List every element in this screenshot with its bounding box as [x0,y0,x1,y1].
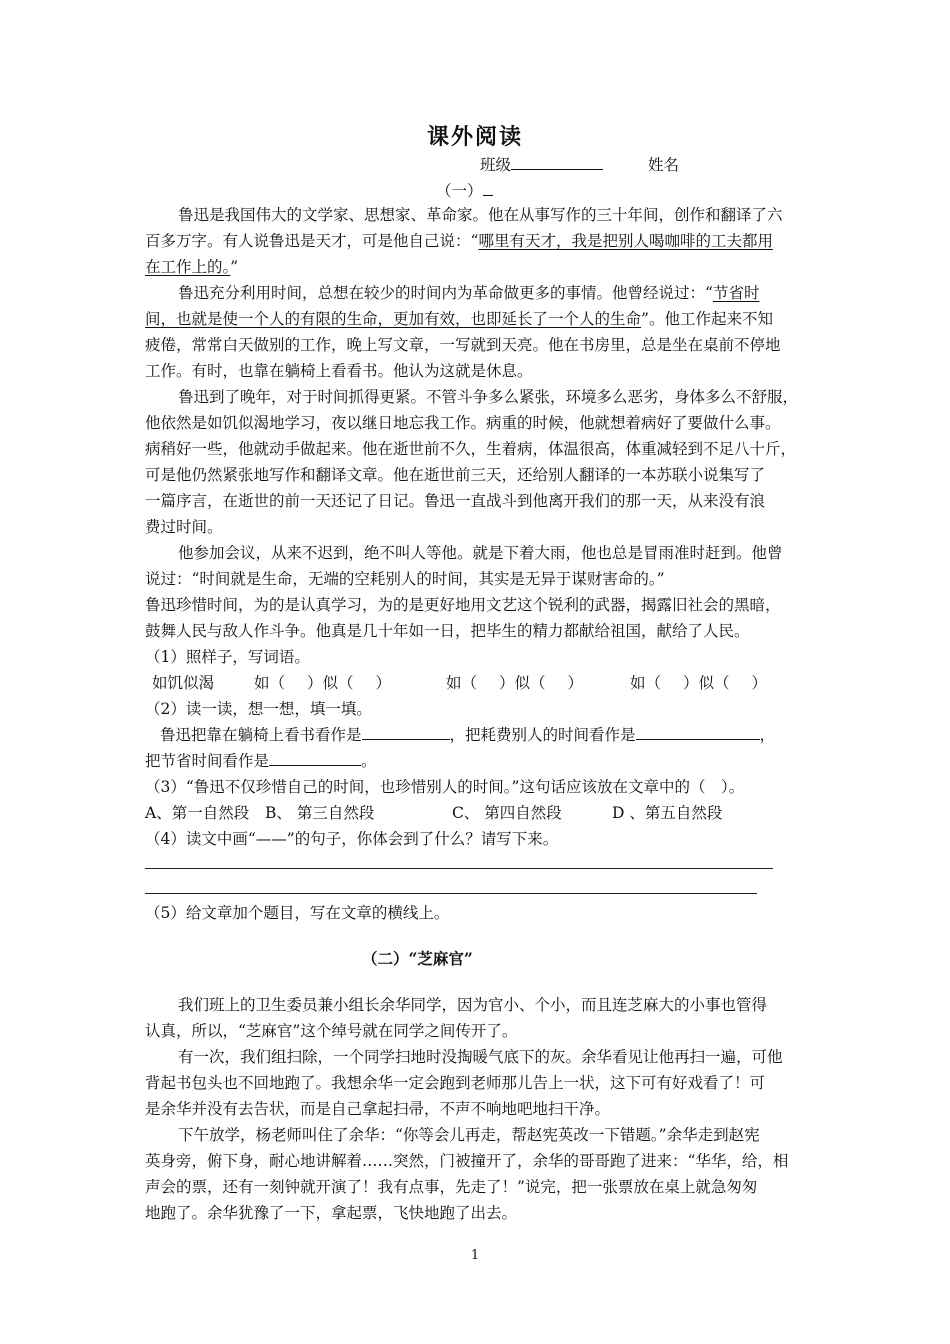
question-1-group-3[interactable]: 如（ ）似（ ） [630,674,768,692]
question-2-line1: 鲁迅把靠在躺椅上看书看作是 ，把耗费别人的时间看作是 ， [160,722,775,748]
question-2-prompt: （2）读一读，想一想，填一填。 [145,700,372,718]
s1-p3-line5: 一篇序言，在逝世的前一天还记了日记。鲁迅一直战斗到他离开我们的那一天，从来没有浪 [145,492,766,510]
question-1-example: 如饥似渴 [152,674,215,692]
question-1-prompt: （1）照样子，写词语。 [145,648,310,666]
s1-p5-line2: 鼓舞人民与敌人作斗争。他真是几十年如一日，把毕生的精力都献给祖国，献给了人民。 [145,622,750,640]
s1-p3-line6: 费过时间。 [145,518,223,536]
underlined-sentence-2b: 间，也就是使一个人的有限的生命，更加有效，也即延长了一个人的生命 [145,310,642,328]
class-field [480,152,603,178]
section1-title-blank[interactable] [483,179,493,196]
s2-p2-line1: 有一次，我们组扫除，一个同学扫地时没掏暖气底下的灰。余华看见让他再扫一遍，可他 [178,1048,783,1066]
s1-p3-line1: 鲁迅到了晚年，对于时间抓得更紧。不管斗争多么紧张，环境多么恶劣，身体多么不舒服， [178,388,799,406]
question-2-blank-2[interactable] [636,723,760,740]
s2-p3-line1: 下午放学，杨老师叫住了余华：“你等会儿再走，帮赵宪英改一下错题。”余华走到赵宪 [178,1126,760,1144]
underlined-sentence-1b: 在工作上的。 [145,258,231,276]
s2-p1-line2: 认真，所以，“芝麻官”这个绰号就在同学之间传开了。 [145,1022,518,1040]
question-1-group-2[interactable]: 如（ ）似（ ） [446,674,584,692]
s1-p5-line1: 鲁迅珍惜时间，为的是认真学习，为的是更好地用文艺这个锐利的武器，揭露旧社会的黑暗， [145,596,781,614]
s1-p3-line3: 病稍好一些，他就动手做起来。他在逝世前不久，生着病，体温很高，体重减轻到不足八十斤， [145,440,797,458]
s1-p4-line1: 他参加会议，从来不迟到，绝不叫人等他。就是下着大雨，他也总是冒雨准时赶到。他曾 [178,544,783,562]
s1-p1-line1: 鲁迅是我国伟大的文学家、思想家、革命家。他在从事写作的三十年间，创作和翻译了六 [178,206,783,224]
question-2-blank-1[interactable] [362,723,450,740]
question-3-option-a[interactable]: A、第一自然段 [145,804,250,822]
question-3-option-c[interactable]: C、 第四自然段 [452,804,562,822]
question-1-group-1[interactable]: 如（ ）似（ ） [254,674,392,692]
s1-p1-line3: 在工作上的。” [145,258,239,276]
class-label: 班级 [480,156,512,174]
name-label: 姓名 [648,156,680,174]
page-title: 课外阅读 [426,124,523,150]
s1-p3-line4: 可是他仍然紧张地写作和翻译文章。他在逝世前三天，还给别人翻译的一本苏联小说集写了 [145,466,766,484]
section2-heading: （二）“芝麻官” [362,949,473,968]
s1-p2-line4: 工作。有时，也靠在躺椅上看看书。他认为这就是休息。 [145,362,533,380]
question-2-line2: 把节省时间看作是 。 [145,748,377,774]
s2-p2-line2: 背起书包头也不回地跑了。我想余华一定会跑到老师那儿告上一状，这下可有好戏看了！可 [145,1074,766,1092]
answer-line-2[interactable] [145,893,757,894]
underlined-sentence-1a: 哪里有天才，我是把别人喝咖啡的工夫都用 [478,232,773,250]
s1-p2-line2: 间，也就是使一个人的有限的生命，更加有效，也即延长了一个人的生命”。他工作起来不知 [145,310,773,328]
class-blank[interactable] [511,153,603,170]
answer-line-1[interactable] [145,868,773,869]
s2-p2-line3: 是余华并没有去告状，而是自己拿起扫帚，不声不响地吧地扫干净。 [145,1100,611,1118]
question-3-prompt: （3）“鲁迅不仅珍惜自己的时间，也珍惜别人的时间。”这句话应该放在文章中的（ ）。 [145,778,745,796]
s1-p2-line1: 鲁迅充分利用时间，总想在较少的时间内为革命做更多的事情。他曾经说过：“节省时 [178,284,760,302]
question-3-option-b[interactable]: B、 第三自然段 [265,804,375,822]
question-3-option-d[interactable]: D 、第五自然段 [612,804,723,822]
question-4-prompt: （4）读文中画“——”的句子，你体会到了什么？请写下来。 [145,830,559,848]
page-number: 1 [470,1248,480,1263]
question-2-blank-3[interactable] [269,749,361,766]
underlined-sentence-2a: 节省时 [712,284,760,302]
s2-p3-line4: 地跑了。余华犹豫了一下，拿起票，飞快地跑了出去。 [145,1204,518,1222]
question-5-prompt: （5）给文章加个题目，写在文章的横线上。 [145,904,450,922]
s1-p2-line3: 疲倦，常常白天做别的工作，晚上写文章，一写就到天亮。他在书房里，总是坐在桌前不停地 [145,336,781,354]
s1-p1-line2: 百多万字。有人说鲁迅是天才，可是他自己说：“哪里有天才，我是把别人喝咖啡的工夫都用 [145,232,773,250]
s2-p3-line2: 英身旁，俯下身，耐心地讲解着……突然，门被撞开了，余华的哥哥跑了进来：“华华，给，相 [145,1152,789,1170]
s2-p1-line1: 我们班上的卫生委员兼小组长余华同学，因为官小、个小，而且连芝麻大的小事也管得 [178,996,768,1014]
s1-p4-line2: 说过：“时间就是生命，无端的空耗别人的时间，其实是无异于谋财害命的。” [145,570,665,588]
s1-p3-line2: 他依然是如饥似渴地学习，夜以继日地忘我工作。病重的时候，他就想着病好了要做什么事。 [145,414,781,432]
section1-heading: （一） [436,178,493,204]
s2-p3-line3: 声会的票，还有一刻钟就开演了！我有点事，先走了！”说完，把一张票放在桌上就急匆匆 [145,1178,758,1196]
